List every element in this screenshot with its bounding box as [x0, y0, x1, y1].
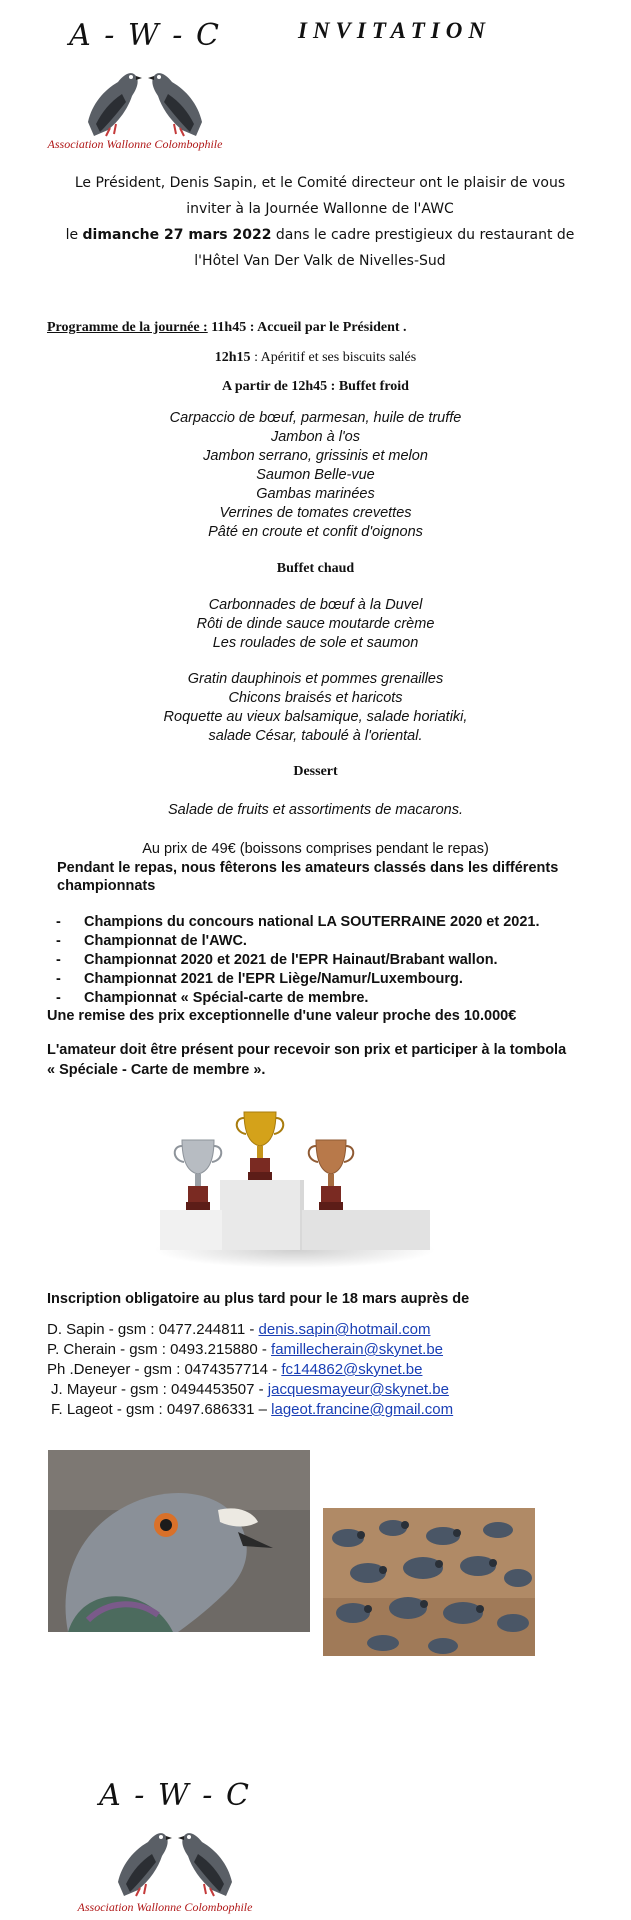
championships-list: [56, 913, 616, 1008]
presence-note: [47, 1040, 617, 1080]
intro-line-3: [40, 222, 600, 248]
program-first: 11h45 : Accueil par le Président .: [207, 320, 407, 335]
contact-info: F. Lageot - gsm : 0497.686331 –: [51, 1401, 272, 1418]
presence-line-2: « Spéciale - Carte de membre ».: [47, 1062, 266, 1078]
contact-row: [47, 1340, 607, 1360]
logo-letters: A - W - C: [69, 18, 221, 53]
footer-logo: [50, 1770, 280, 1915]
list-item: Gratin dauphinois et pommes grenailles: [187, 671, 444, 687]
contact-email-link[interactable]: fc144862@skynet.be: [281, 1361, 423, 1378]
list-item: Verrines de tomates crevettes: [219, 505, 412, 521]
list-item: Carpaccio de bœuf, parmesan, huile de truffe: [169, 410, 462, 426]
championship-label: Championnat 2021 de l'EPR Liège/Namur/Luxembourg.: [84, 971, 463, 987]
contact-email-link[interactable]: denis.sapin@hotmail.com: [258, 1321, 431, 1338]
list-item: - Champions du concours national LA SOUTERRAINE 2020 et 2021.: [56, 914, 540, 930]
intro-line-3-post: dans le cadre prestigieux du restaurant de: [271, 227, 575, 243]
championship-label: Championnat « Spécial-carte de membre.: [84, 990, 369, 1006]
program-label: Programme de la journée :: [47, 320, 208, 335]
intro-text: [40, 170, 600, 274]
championship-label: Championnat de l'AWC.: [84, 933, 247, 949]
list-item: - Championnat de l'AWC.: [56, 933, 247, 949]
contact-email-link[interactable]: lageot.francine@gmail.com: [271, 1401, 454, 1418]
podium-right: [302, 1210, 430, 1250]
podium-center: [220, 1180, 300, 1250]
celebration-line-2: championnats: [57, 878, 156, 894]
contact-row: [47, 1400, 607, 1420]
contact-email-link[interactable]: famillecherain@skynet.be: [271, 1341, 444, 1358]
trophy-podium-illustration: [150, 1110, 440, 1270]
presence-line-1: L'amateur doit être présent pour recevoir son prix et participer à la tombola: [47, 1042, 567, 1058]
contact-row: [47, 1320, 607, 1340]
contact-list: [47, 1320, 607, 1420]
list-item: Roquette au vieux balsamique, salade horiatiki,: [163, 709, 468, 725]
dessert-heading: Dessert: [293, 764, 338, 779]
prize-note: Une remise des prix exceptionnelle d'une valeur proche des 10.000€: [47, 1008, 517, 1024]
header-logo: [20, 10, 250, 155]
list-item: - Championnat 2021 de l'EPR Liège/Namur/Luxembourg.: [56, 971, 463, 987]
logo-subtitle: Association Wallonne Colombophile: [47, 137, 223, 151]
registration-heading: Inscription obligatoire au plus tard pour le 18 mars auprès de: [47, 1291, 470, 1307]
contact-row: [47, 1360, 607, 1380]
contact-info: J. Mayeur - gsm : 0494453507 -: [51, 1381, 268, 1398]
hot-buffet-list: [0, 596, 631, 653]
silver-trophy-icon: [175, 1140, 222, 1210]
intro-line-3-pre: le: [65, 227, 83, 243]
hot-buffet-heading: Buffet chaud: [276, 561, 355, 576]
pigeon-flock-photo: [323, 1508, 535, 1656]
pigeons-logo-icon: [100, 1822, 250, 1897]
aperitif-text: : Apéritif et ses biscuits salés: [250, 350, 417, 365]
pigeon-head-photo: [48, 1450, 310, 1632]
list-item: Gambas marinées: [256, 486, 375, 502]
list-item: Jambon à l'os: [270, 429, 360, 445]
dessert-text: Salade de fruits et assortiments de macarons.: [168, 802, 463, 818]
list-item: Les roulades de sole et saumon: [212, 635, 419, 651]
podium-left: [160, 1210, 222, 1250]
celebration-text: [57, 859, 617, 895]
intro-line-4: l'Hôtel Van Der Valk de Nivelles-Sud: [194, 253, 446, 269]
list-item: salade César, taboulé à l'oriental.: [208, 728, 423, 744]
contact-email-link[interactable]: jacquesmayeur@skynet.be: [267, 1381, 449, 1398]
aperitif-line: [0, 350, 631, 366]
cold-buffet-heading: A partir de 12h45 : Buffet froid: [222, 379, 409, 394]
gold-trophy-icon: [237, 1112, 284, 1180]
championship-label: Championnat 2020 et 2021 de l'EPR Hainaut/Brabant wallon.: [84, 952, 498, 968]
contact-info: P. Cherain - gsm : 0493.215880 -: [47, 1341, 272, 1358]
contact-info: Ph .Deneyer - gsm : 0474357714 -: [47, 1361, 282, 1378]
celebration-line-1: Pendant le repas, nous fêterons les amateurs classés dans les différents: [57, 860, 559, 876]
side-dishes-list: [0, 670, 631, 746]
list-item: Jambon serrano, grissinis et melon: [203, 448, 428, 464]
list-item: Chicons braisés et haricots: [228, 690, 403, 706]
cold-buffet-list: [0, 409, 631, 542]
logo-letters: A - W - C: [99, 1778, 251, 1813]
contact-row: [47, 1380, 607, 1400]
aperitif-time: 12h15: [214, 350, 251, 365]
list-item: - Championnat 2020 et 2021 de l'EPR Hainaut/Brabant wallon.: [56, 952, 498, 968]
championship-label: Champions du concours national LA SOUTERRAINE 2020 et 2021.: [84, 914, 540, 930]
list-item: Carbonnades de bœuf à la Duvel: [208, 597, 423, 613]
list-item: Saumon Belle-vue: [256, 467, 375, 483]
page-title: INVITATION: [298, 18, 491, 43]
price-line: Au prix de 49€ (boissons comprises pendant le repas): [142, 841, 489, 857]
bronze-trophy-icon: [309, 1140, 354, 1210]
list-item: - Championnat « Spécial-carte de membre.: [56, 990, 369, 1006]
list-item: Rôti de dinde sauce moutarde crème: [196, 616, 435, 632]
event-date: dimanche 27 mars 2022: [82, 227, 272, 243]
intro-line-1: Le Président, Denis Sapin, et le Comité directeur ont le plaisir de vous: [74, 175, 566, 191]
program-first-line: [47, 320, 407, 336]
list-item: Pâté en croute et confit d'oignons: [208, 524, 423, 540]
pigeons-logo-icon: [70, 62, 220, 137]
logo-subtitle: Association Wallonne Colombophile: [77, 1900, 253, 1914]
intro-line-2: inviter à la Journée Wallonne de l'AWC: [186, 201, 454, 217]
contact-info: D. Sapin - gsm : 0477.244811 -: [47, 1321, 259, 1338]
